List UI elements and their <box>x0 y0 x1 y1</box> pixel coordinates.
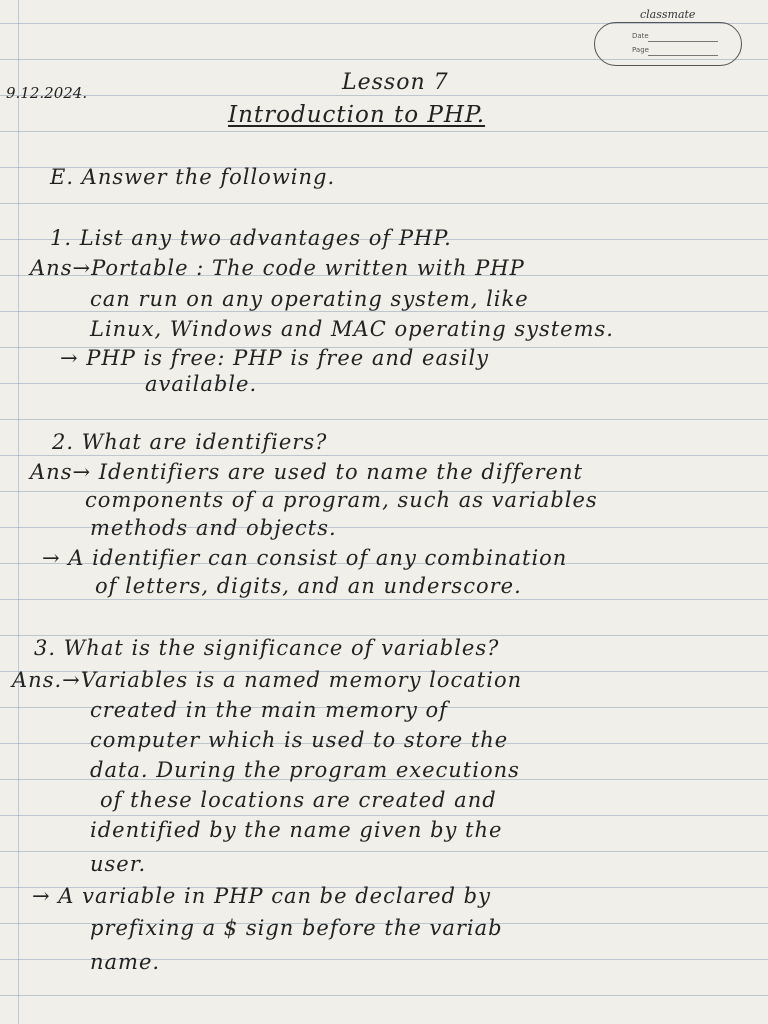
answer-3-line-4: data. During the program executions <box>90 758 520 782</box>
page-title: Introduction to PHP. <box>228 102 486 128</box>
page-field-label: Page <box>632 46 649 54</box>
answer-1-line-4: → PHP is free: PHP is free and easily <box>60 346 490 370</box>
answer-3-line-1: Ans.→Variables is a named memory location <box>12 668 523 692</box>
question-2: 2. What are identifiers? <box>52 430 328 454</box>
answer-3-line-9: prefixing a $ sign before the variab <box>90 916 503 940</box>
date-field-rule <box>648 41 718 42</box>
answer-1-line-5: available. <box>145 372 258 396</box>
answer-1-line-2: can run on any operating system, like <box>90 287 529 311</box>
question-3: 3. What is the significance of variables? <box>34 636 500 660</box>
answer-3-line-5: of these locations are created and <box>100 788 497 812</box>
answer-2-line-4: → A identifier can consist of any combination <box>42 546 568 570</box>
answer-3-line-7: user. <box>90 852 147 876</box>
exercise-heading: E. Answer the following. <box>50 165 336 189</box>
answer-1-line-1: Ans→Portable : The code written with PHP <box>30 256 525 280</box>
page-field-rule <box>648 55 718 56</box>
answer-3-line-2: created in the main memory of <box>90 698 448 722</box>
brand-name: classmate <box>640 8 696 21</box>
answer-1-line-3: Linux, Windows and MAC operating systems. <box>90 317 614 341</box>
answer-3-line-3: computer which is used to store the <box>90 728 509 752</box>
answer-3-line-6: identified by the name given by the <box>90 818 503 842</box>
question-1: 1. List any two advantages of PHP. <box>50 226 452 250</box>
answer-2-line-1: Ans→ Identifiers are used to name the different <box>30 460 583 484</box>
page-date: 9.12.2024. <box>6 84 88 102</box>
date-field-label: Date <box>632 32 649 40</box>
lesson-number: Lesson 7 <box>342 70 449 95</box>
brand-outline <box>594 22 742 66</box>
margin-line <box>18 0 19 1024</box>
answer-2-line-3: methods and objects. <box>90 516 337 540</box>
answer-3-line-10: name. <box>90 950 161 974</box>
answer-2-line-5: of letters, digits, and an underscore. <box>95 574 522 598</box>
answer-3-line-8: → A variable in PHP can be declared by <box>32 884 491 908</box>
brand-box <box>594 8 742 70</box>
answer-2-line-2: components of a program, such as variables <box>85 488 598 512</box>
